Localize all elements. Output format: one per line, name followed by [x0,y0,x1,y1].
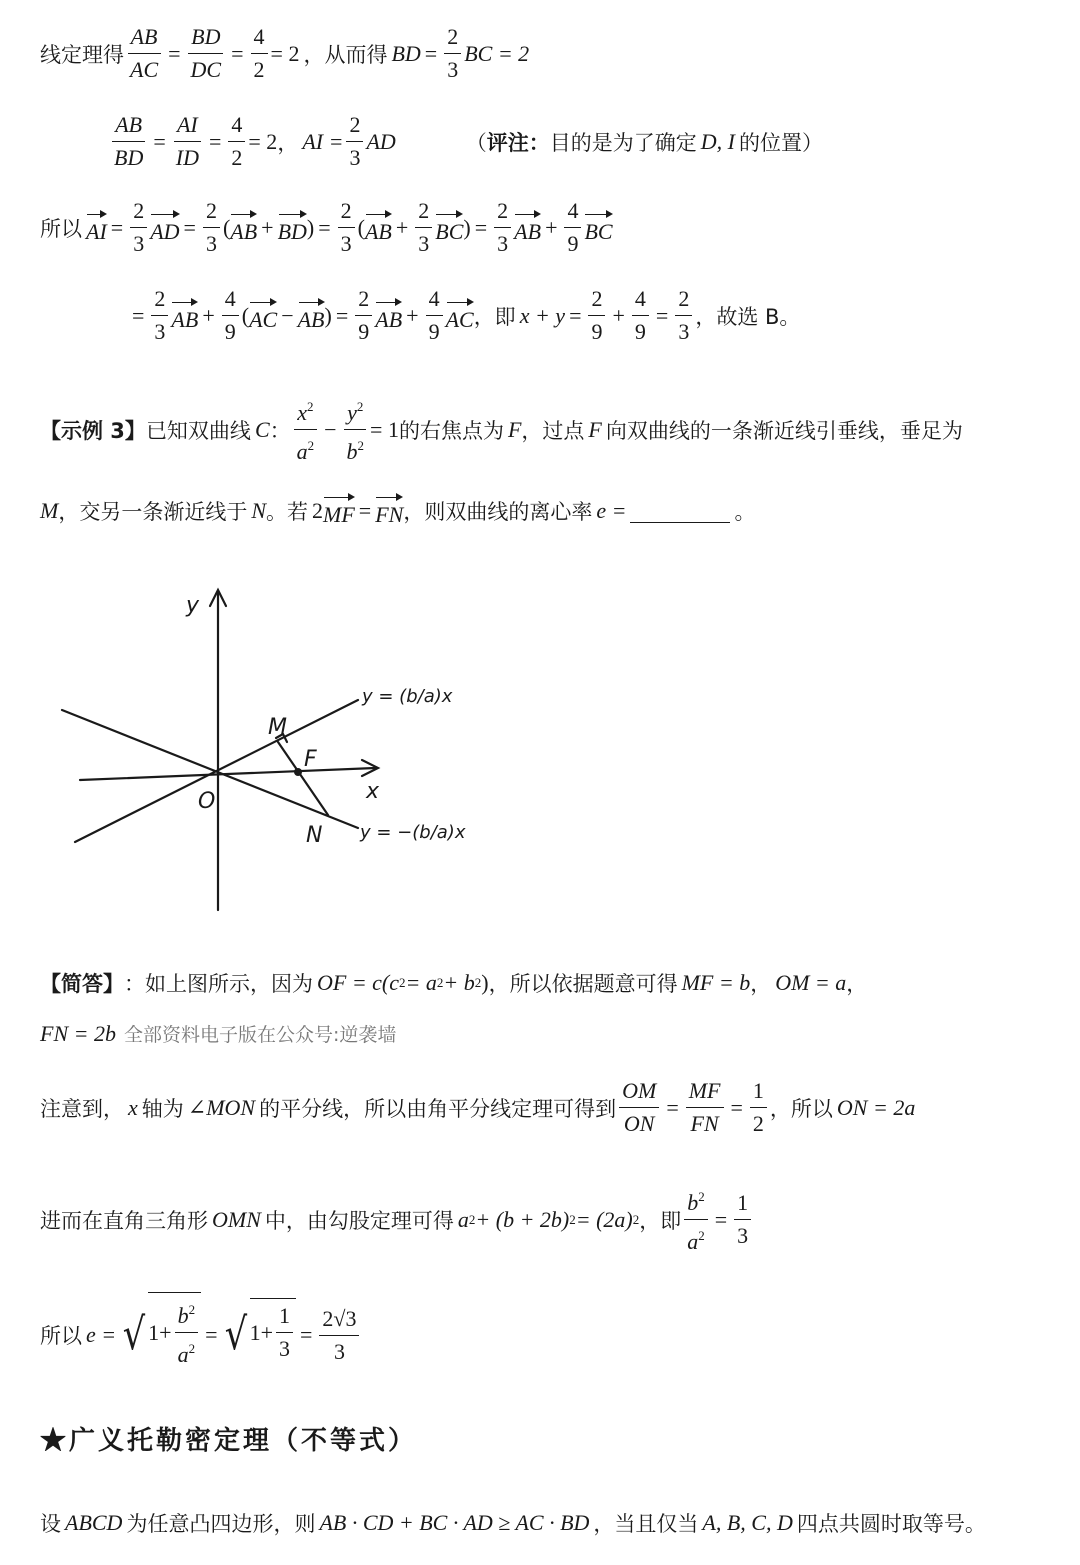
frac-den: 3 [497,231,509,256]
eccentricity-line [40,1300,362,1370]
equals: = [168,40,181,66]
minus: − [281,302,294,328]
equals: = [183,214,196,240]
x-axis-label: x [366,779,380,804]
frac-2-9 [588,284,605,347]
frac-num: 4 [251,22,268,54]
equals: = [132,302,145,328]
frac-den: 3 [349,145,361,170]
vector-ac: AC [446,299,474,333]
equals: = [318,214,331,240]
frac-num: AI [174,110,201,142]
ans-om: OM = a [775,970,847,995]
note-end: 的位置） [738,130,823,155]
frac-4-9 [222,284,239,347]
frac-4-9 [426,284,443,347]
l1-prefix: 线定理得 [40,42,124,67]
last-ineq: AB · CD + BC · AD ≥ AC · BD [319,1510,590,1535]
ex3b-t3: ，则双曲线的离心率 [403,500,593,524]
frac-den [175,1333,199,1370]
exponent: 2 [399,975,406,990]
equals: = [714,1206,728,1232]
l4-xy: x + y [519,302,566,328]
frac-num [294,392,316,430]
exponent: 2 [698,1189,705,1204]
frac-den: 3 [418,231,430,256]
note-t1: 注意到， [40,1096,124,1121]
last-t2: 为任意凸四边形，则 [126,1512,316,1536]
vector-mf: MF [323,494,355,528]
frac-2-9 [355,284,372,347]
frac-den: AC [130,57,159,82]
watermark-text: 全部资料电子版在公众号:逆袭墙 [123,1024,397,1046]
exponent: 2 [307,399,314,414]
frac-den: 9 [224,319,236,344]
frac-result [319,1304,359,1367]
pyth-omn: OMN [212,1206,261,1232]
frac-den: 3 [333,1338,345,1364]
frac-num: 4 [632,284,649,316]
x-axis [80,768,375,780]
last-t1: 设 [40,1512,61,1536]
frac-num: 4 [228,110,245,142]
last-pts: A, B, C, D [702,1510,793,1535]
point-n-label: N [306,823,323,848]
origin-label: O [198,789,216,814]
radicand-one: 1+ [249,1319,273,1345]
pyth-t3: ，即 [639,1208,682,1233]
example-3-line-1 [40,392,963,467]
frac-4-9 [564,196,581,259]
frac-den: BD [114,145,144,170]
equals: = [208,128,222,154]
frac-4-9 [632,284,649,347]
plus: + [395,214,409,240]
frac-num: 2 [338,196,355,228]
note-t2: 轴为 [141,1096,184,1121]
note-vars: D, I [700,128,735,154]
plus: + [406,302,419,328]
note-text: 目的是为了确定 [549,130,697,155]
vector-ac: AC [249,299,277,333]
ex3-t1: 已知双曲线 [145,418,251,443]
frac-num: 4 [426,284,443,316]
frac-om-on [619,1076,659,1139]
vector-fn: FN [375,494,403,528]
frac-den: FN [690,1111,719,1136]
last-t4: 四点共圆时取等号。 [796,1512,986,1536]
exponent: 2 [474,975,482,990]
radical-sign: √ [224,1309,247,1360]
frac-num: 2 [444,22,461,54]
frac-ai-id [173,110,202,173]
vector-ab: AB [298,299,325,333]
frac-1-3 [276,1301,293,1364]
vector-ab: AB [230,211,257,245]
frac-den: 3 [340,231,352,256]
last-t3: ，当且仅当 [593,1512,699,1536]
radicand-one: 1+ [148,1319,172,1345]
equals: = [358,498,372,523]
plus: + [612,302,625,328]
frac-num: 4 [564,196,581,228]
frac-b2-a2 [684,1182,708,1257]
frac-num: 2 [346,110,363,142]
l2-comma: ， [277,130,299,155]
frac-num: 2 [203,196,220,228]
note-open: （ [465,130,487,155]
equals: = [153,128,166,154]
equals: = [231,40,244,66]
frac-den: 9 [358,319,370,344]
exponent: 2 [436,975,444,990]
equals: = [205,1322,218,1347]
note-t3: 的平分线，所以由角平分线定理可得到 [259,1096,617,1121]
frac-num [175,1295,199,1333]
last-abcd: ABCD [65,1510,123,1535]
equals: = [110,214,124,240]
frac-2-3 [675,284,692,347]
l3-prefix: 所以 [40,216,82,241]
frac-num: 2 [130,196,147,228]
frac-den: ID [175,145,199,170]
equals: = [474,214,488,240]
ex3-c: C [254,416,270,442]
l4-mid: ，即 [473,304,516,329]
frac-den: 9 [428,319,440,344]
frac-num: 2 [415,196,432,228]
radicand [250,1298,296,1364]
answer-line-2 [40,1020,396,1047]
frac-4-2 [251,22,268,85]
paren: ( [222,214,231,240]
equals: = [569,302,582,328]
frac-num: 1 [750,1076,767,1108]
ans-t5: ，所以依据题意可得 [488,972,678,996]
pyth-t1: 进而在直角三角形 [40,1208,208,1233]
note-angle: ∠MON [187,1094,256,1120]
exponent: 2 [569,1211,576,1227]
frac-den: 3 [678,319,690,344]
frac-den: 3 [205,231,217,256]
exponent: 2 [188,1341,196,1356]
var-b: b [346,439,358,464]
ex3-t2: 的右焦点为 [398,418,504,443]
var-x: x [297,400,307,425]
pyth-mid: + (b + 2b) [475,1206,570,1232]
equals: = [666,1094,679,1120]
frac-2-3 [130,196,147,259]
line-1 [40,22,529,85]
var-b: b [687,1190,699,1215]
ans-mf: MF = b [681,970,751,995]
ans-t1: ：如上图所示，因为 [124,972,313,996]
equals: = [335,302,349,328]
frac-num: 2√3 [319,1304,359,1336]
l4-tail: ，故选 B。 [695,304,801,329]
ex3-t4: 向双曲线的一条渐近线引垂线，垂足为 [605,418,963,443]
frac-den: 9 [567,231,579,256]
ans-t3: + b [443,970,475,995]
paren: ) [463,214,471,240]
pythagoras-line [40,1182,754,1257]
ex3b-t2: 。若 [266,500,309,524]
radical-sign: √ [122,1309,146,1360]
frac-4-2 [228,110,245,173]
frac-2-3 [494,196,511,259]
hyperbola-asymptote-figure [40,570,470,920]
ans-t2: = a [405,970,437,995]
frac-2-3 [415,196,432,259]
line-3 [40,196,613,259]
frac-2-3 [151,284,168,347]
e-var: e = [86,1322,117,1347]
example-3-line-2 [40,494,755,528]
equals: = [730,1094,743,1120]
frac-num: 2 [675,284,692,316]
frac-num: 2 [588,284,605,316]
e-t1: 所以 [40,1324,82,1348]
ex3-colon: ： [269,418,291,443]
var-b: b [177,1303,189,1328]
frac-num: 2 [151,284,168,316]
frac-den: 2 [253,57,265,82]
frac-den: DC [190,57,222,82]
frac-num: OM [619,1076,659,1108]
frac-den: 3 [154,319,166,344]
sqrt-2 [222,1303,296,1364]
paren: ( [241,302,250,328]
var-a: a [296,439,308,464]
note-label: 评注： [486,130,550,155]
frac-den [344,430,368,467]
plus: + [202,302,215,328]
exponent: 2 [468,1211,476,1227]
ans-of: OF = c(c [317,970,400,995]
frac-den: 9 [591,319,603,344]
ex3-t3: ，过点 [521,418,585,443]
frac-num: AB [112,110,145,142]
ex3b-end: 。 [734,500,756,524]
sqrt-1 [120,1300,201,1370]
vector-bc: BC [435,211,463,245]
frac-den: 9 [634,319,646,344]
frac-den [684,1220,708,1257]
frac-bd-dc [188,22,225,85]
l2-ad: AD [366,128,396,154]
ex3b-m: M [40,498,59,523]
vector-ab: AB [365,211,392,245]
frac-num: 1 [276,1301,293,1333]
vector-ab: AB [171,299,198,333]
exponent: 2 [357,438,365,453]
ex3-f: F [507,416,522,442]
frac-2-3 [346,110,363,173]
var-a: a [687,1229,699,1254]
ptolemy-line [40,1508,986,1538]
equals: = [424,40,438,66]
ans-comma2: ， [846,972,868,996]
frac-1-2 [750,1076,767,1139]
section-heading: ★广义托勒密定理（不等式） [40,1426,418,1456]
example-label: 【示例 3】 [40,418,146,443]
ans-comma: ， [750,972,772,996]
asymptote-positive-label: y = (b/a)x [362,686,453,707]
pyth-t2: 中，由勾股定理可得 [264,1208,454,1233]
frac-num: 4 [222,284,239,316]
vector-bd: BD [278,211,307,245]
radicand [148,1292,201,1370]
exponent: 2 [188,1302,196,1317]
asymptote-negative-label: y = −(b/a)x [360,822,466,843]
exponent: 2 [698,1228,705,1243]
ex3-f2: F [588,416,602,442]
answer-line-1 [40,968,867,998]
frac-2-3 [444,22,461,85]
l2-ai: AI = [302,128,344,154]
frac-num: 2 [355,284,372,316]
point-m-label: M [268,715,287,740]
minus: − [324,416,337,442]
frac-den [294,430,318,467]
frac-ab-bd [111,110,146,173]
frac-num: BD [188,22,223,54]
vector-bc: BC [584,211,612,245]
frac-num: 1 [734,1188,751,1220]
vector-ad: AD [150,211,179,245]
frac-num: 2 [494,196,511,228]
frac-1-3 [734,1188,751,1251]
paren: ) [306,214,315,240]
answer-blank [630,500,730,523]
vector-ab: AB [514,211,541,245]
ex3b-t1: ，交另一条渐近线于 [58,500,248,524]
plus: + [545,214,558,240]
vector-ai: AI [86,211,107,245]
equals: = [655,302,669,328]
pyth-rhs: = (2a) [575,1206,633,1232]
l2-eq2: = 2 [248,128,278,154]
frac-b2-a2 [175,1295,199,1370]
frac-den: 3 [737,1223,749,1248]
frac-num: AB [128,22,161,54]
answer-label: 【简答】 [40,972,124,996]
frac-den: 3 [278,1336,290,1361]
frac-num: MF [686,1076,724,1108]
frac-den: 2 [231,145,243,170]
frac-den: 2 [752,1111,764,1136]
frac-2-3 [203,196,220,259]
ans-t4: ) [481,970,489,995]
ex3b-e: e = [596,498,627,523]
line-2 [108,110,823,173]
frac-num [344,392,366,430]
frac-den: ON [623,1111,655,1136]
plus: + [261,214,274,240]
perpendicular-mn [278,742,328,815]
exponent: 2 [632,1211,640,1227]
frac-den: 3 [447,57,459,82]
var-a: a [177,1342,189,1367]
frac-num [684,1182,708,1220]
note-t4: ，所以 [769,1096,833,1121]
frac-ab-ac [127,22,161,85]
ex3b-n: N [251,498,267,523]
l1-eq2: = 2 [270,40,300,66]
var-y: y [347,400,357,425]
exponent: 2 [307,438,315,453]
pyth-a: a [457,1206,469,1232]
l1-mid: ，从而得 [303,42,388,67]
frac-x2-a2 [294,392,318,467]
frac-mf-fn [686,1076,724,1139]
l1-bd: BD [391,40,421,66]
l1-tail: BC = 2 [464,40,530,66]
note-x: x [128,1094,138,1120]
focus-point [294,768,302,776]
frac-y2-b2 [344,392,368,467]
paren: ) [324,302,332,328]
ex3-eq1: = 1 [370,416,399,442]
paren: ( [357,214,365,240]
point-f-label: F [304,747,317,772]
exponent: 2 [356,399,364,414]
equals: = [299,1322,313,1347]
frac-den: 3 [133,231,145,256]
frac-2-3 [338,196,355,259]
ex3b-lhs: 2 [312,498,324,523]
note-on: ON = 2a [836,1094,916,1120]
y-axis-label: y [186,593,200,618]
bisector-line [40,1076,915,1139]
line-4 [128,284,800,347]
vector-ab: AB [375,299,402,333]
ans2-fn: FN = 2b [40,1020,116,1046]
